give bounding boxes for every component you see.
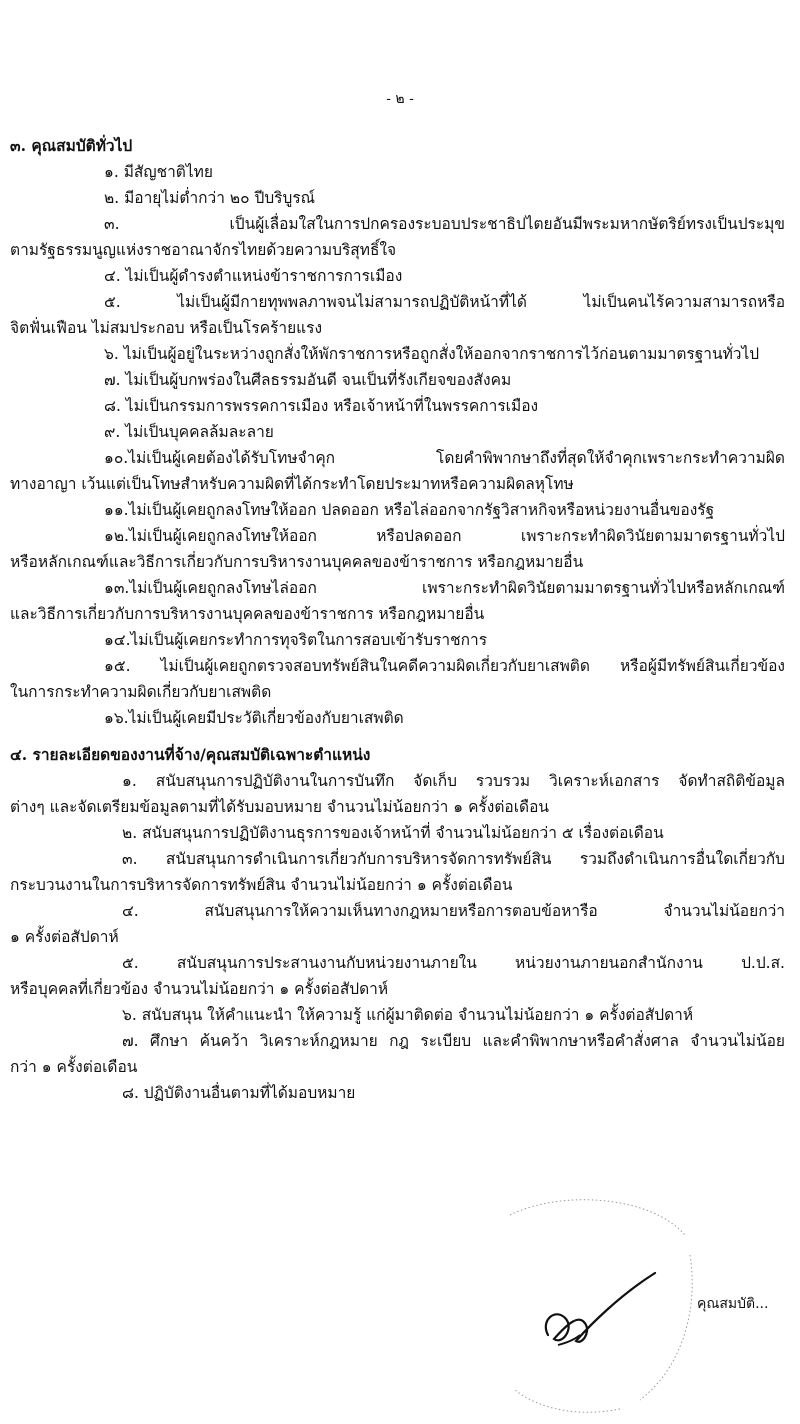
continued-next-page: คุณสมบัติ... [697, 1296, 769, 1312]
list-item: ๓. เป็นผู้เลื่อมใสในการปกครองระบอบประชาธิปไตยอันมีพระมหากษัตริย์ทรงเป็นประมุข [104, 215, 785, 233]
list-item-continuation: ในการกระทำความผิดเกี่ยวกับยาเสพติด [10, 683, 272, 701]
list-item: ๑. สนับสนุนการปฏิบัติงานในการบันทึก จัดเก็บ รวบรวม วิเคราะห์เอกสาร จัดทำสถิติข้อมูล [122, 772, 785, 790]
list-item: ๙. ไม่เป็นบุคคลล้มละลาย [104, 423, 274, 441]
list-item: ๑๔.ไม่เป็นผู้เคยกระทำการทุจริตในการสอบเข้ารับราชการ [104, 631, 488, 649]
list-item-continuation: ต่างๆ และจัดเตรียมข้อมูลตามที่ได้รับมอบหมาย จำนวนไม่น้อยกว่า ๑ ครั้งต่อเดือน [10, 798, 549, 816]
list-item: ๖. ไม่เป็นผู้อยู่ในระหว่างถูกสั่งให้พักราชการหรือถูกสั่งให้ออกจากราชการไว้ก่อนตามมาตรฐานทั่วไป [104, 345, 760, 363]
list-item: ๔. ไม่เป็นผู้ดำรงตำแหน่งข้าราชการการเมือง [104, 267, 403, 285]
section-4-heading: ๔. รายละเอียดของงานที่จ้าง/คุณสมบัติเฉพาะตำแหน่ง [10, 745, 371, 764]
document-body [10, 133, 785, 1106]
list-item: ๑๕. ไม่เป็นผู้เคยถูกตรวจสอบทรัพย์สินในคดีความผิดเกี่ยวกับยาเสพติด หรือผู้มีทรัพย์สินเกี่ยวข้อง [104, 657, 785, 675]
list-item: ๘. ปฏิบัติงานอื่นตามที่ได้มอบหมาย [122, 1084, 356, 1102]
list-item: ๔. สนับสนุนการให้ความเห็นทางกฎหมายหรือการตอบข้อหารือ จำนวนไม่น้อยกว่า [122, 902, 785, 920]
list-item: ๑. มีสัญชาติไทย [104, 163, 213, 181]
list-item: ๗. ศึกษา ค้นคว้า วิเคราะห์กฎหมาย กฎ ระเบียบ และคำพิพากษาหรือคำสั่งศาล จำนวนไม่น้อย [122, 1032, 785, 1050]
list-item: ๑๓.ไม่เป็นผู้เคยถูกลงโทษไล่ออก เพราะกระทำผิดวินัยตามมาตรฐานทั่วไปหรือหลักเกณฑ์ [104, 579, 785, 597]
list-item: ๖. สนับสนุน ให้คำแนะนำ ให้ความรู้ แก่ผู้มาติดต่อ จำนวนไม่น้อยกว่า ๑ ครั้งต่อสัปดาห์ [122, 1006, 694, 1024]
list-item-continuation: จิตฟั่นเฟือน ไม่สมประกอบ หรือเป็นโรคร้ายแรง [10, 319, 323, 337]
list-item-continuation: หรือบุคคลที่เกี่ยวข้อง จำนวนไม่น้อยกว่า ๑ ครั้งต่อสัปดาห์ [10, 980, 389, 998]
signature-mark [546, 1273, 655, 1342]
list-item: ๑๐.ไม่เป็นผู้เคยต้องได้รับโทษจำคุก โดยคำพิพากษาถึงที่สุดให้จำคุกเพราะกระทำความผิด [104, 449, 785, 467]
list-item-continuation: และวิธีการเกี่ยวกับการบริหารงานบุคคลของข้าราชการ หรือกฎหมายอื่น [10, 605, 485, 623]
list-item-continuation: ตามรัฐธรรมนูญแห่งราชอาณาจักรไทยด้วยความบริสุทธิ์ใจ [10, 241, 397, 259]
list-item: ๗. ไม่เป็นผู้บกพร่องในศีลธรรมอันดี จนเป็นที่รังเกียจของสังคม [104, 371, 512, 389]
list-item: ๑๖.ไม่เป็นผู้เคยมีประวัติเกี่ยวข้องกับยาเสพติด [104, 709, 404, 727]
list-item-continuation: ๑ ครั้งต่อสัปดาห์ [10, 928, 119, 946]
signature-stamp [470, 1195, 700, 1415]
list-item: ๑๑.ไม่เป็นผู้เคยถูกลงโทษให้ออก ปลดออก หรือไล่ออกจากรัฐวิสาหกิจหรือหน่วยงานอื่นของรัฐ [104, 501, 715, 519]
list-item: ๘. ไม่เป็นกรรมการพรรคการเมือง หรือเจ้าหน้าที่ในพรรคการเมือง [104, 397, 539, 415]
list-item: ๒. สนับสนุนการปฏิบัติงานธุรการของเจ้าหน้าที่ จำนวนไม่น้อยกว่า ๕ เรื่องต่อเดือน [122, 824, 664, 842]
list-item: ๕. สนับสนุนการประสานงานกับหน่วยงานภายใน หน่วยงานภายนอกสำนักงาน ป.ป.ส. [122, 954, 785, 972]
list-item-continuation: หรือหลักเกณฑ์และวิธีการเกี่ยวกับการบริหารงานบุคคลของข้าราชการ หรือกฎหมายอื่น [10, 553, 584, 571]
stamp-outline [510, 1200, 692, 1413]
list-item: ๕. ไม่เป็นผู้มีกายทุพพลภาพจนไม่สามารถปฏิบัติหน้าที่ได้ ไม่เป็นคนไร้ความสามารถหรือ [104, 293, 785, 311]
page-number: - ๒ - [386, 91, 414, 107]
list-item-continuation: ทางอาญา เว้นแต่เป็นโทษสำหรับความผิดที่ได้กระทำโดยประมาทหรือความผิดลหุโทษ [10, 475, 574, 493]
list-item-continuation: กระบวนงานในการบริหารจัดการทรัพย์สิน จำนวนไม่น้อยกว่า ๑ ครั้งต่อเดือน [10, 876, 513, 894]
list-item-continuation: กว่า ๑ ครั้งต่อเดือน [10, 1058, 138, 1076]
list-item: ๒. มีอายุไม่ต่ำกว่า ๒๐ ปีบริบูรณ์ [104, 189, 316, 207]
section-3-heading: ๓. คุณสมบัติทั่วไป [10, 136, 133, 155]
list-item: ๓. สนับสนุนการดำเนินการเกี่ยวกับการบริหารจัดการทรัพย์สิน รวมถึงดำเนินการอื่นใดเกี่ยวกับ [122, 850, 785, 868]
list-item: ๑๒.ไม่เป็นผู้เคยถูกลงโทษให้ออก หรือปลดออก เพราะกระทำผิดวินัยตามมาตรฐานทั่วไป [104, 527, 785, 545]
